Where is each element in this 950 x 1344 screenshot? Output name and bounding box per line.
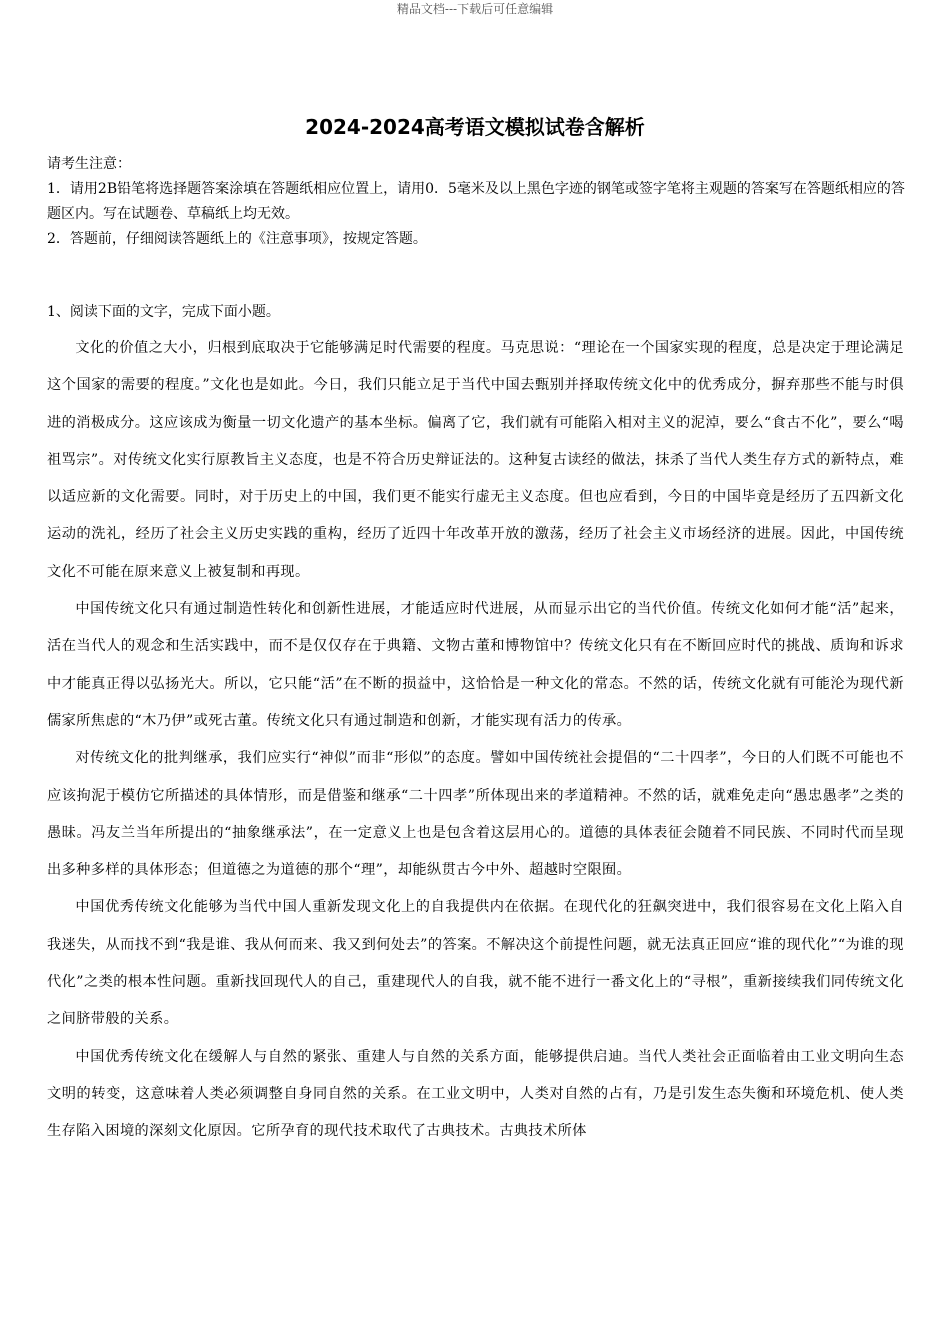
passage-paragraph-4: 中国优秀传统文化能够为当代中国人重新发现文化上的自我提供内在依据。在现代化的狂飙突进中，我们很容易在文化上陷入自我迷失，从而找不到“我是谁、我从何而来、我又到何处去”的答案。不解决这个前提性问题，就无法真正回应“谁的现代化”“为谁的现代化”之类的根本性问题。重新找回现代人的自己，重建现代人的自我，就不能不进行一番文化上的“寻根”，重新接续我们同传统文化之间脐带般的关系。 xyxy=(47,899,904,1028)
document-title: 2024-2024高考语文模拟试卷含解析 xyxy=(305,115,645,139)
reading-passage xyxy=(47,330,904,1151)
question-intro: 1、阅读下面的文字，完成下面小题。 xyxy=(47,304,280,320)
passage-paragraph-3: 对传统文化的批判继承，我们应实行“神似”而非“形似”的态度。譬如中国传统社会提倡的“二十四孝”，今日的人们既不可能也不应该拘泥于模仿它所描述的具体情形，而是借鉴和继承“二十四孝”所体现出来的孝道精神。不然的话，就难免走向“愚忠愚孝”之类的愚昧。冯友兰当年所提出的“抽象继承法”，在一定意义上也是包含着这层用心的。道德的具体表征会随着不同民族、不同时代而呈现出多种多样的具体形态；但道德之为道德的那个“理”，却能纵贯古今中外、超越时空限囿。 xyxy=(47,750,904,879)
notice-item-1: 1．请用2B铅笔将选择题答案涂填在答题纸相应位置上，请用0．5毫米及以上黑色字迹的钢笔或签字笔将主观题的答案写在答题纸相应的答题区内。写在试题卷、草稿纸上均无效。 xyxy=(47,181,905,222)
header-note: 精品文档---下载后可任意编辑 xyxy=(396,2,554,16)
passage-paragraph-1: 文化的价值之大小，归根到底取决于它能够满足时代需要的程度。马克思说：“理论在一个国家实现的程度，总是决定于理论满足这个国家的需要的程度。”文化也是如此。今日，我们只能立足于当代中国去甄别并择取传统文化中的优秀成分，摒弃那些不能与时俱进的消极成分。这应该成为衡量一切文化遗产的基本坐标。偏离了它，我们就有可能陷入相对主义的泥淖，要么“食古不化”，要么“喝祖骂宗”。对传统文化实行原教旨主义态度，也是不符合历史辩证法的。这种复古读经的做法，抹杀了当代人类生存方式的新特点，难以适应新的文化需要。同时，对于历史上的中国，我们更不能实行虚无主义态度。但也应看到，今日的中国毕竟是经历了五四新文化运动的洗礼，经历了社会主义历史实践的重构，经历了近四十年改革开放的激荡，经历了社会主义市场经济的进展。因此，中国传统文化不可能在原来意义上被复制和再现。 xyxy=(47,340,904,580)
notice-heading: 请考生注意： xyxy=(47,156,131,172)
exam-notice xyxy=(47,152,907,252)
passage-paragraph-5: 中国优秀传统文化在缓解人与自然的紧张、重建人与自然的关系方面，能够提供启迪。当代人类社会正面临着由工业文明向生态文明的转变，这意味着人类必须调整自身同自然的关系。在工业文明中，人类对自然的占有，乃是引发生态失衡和环境危机、使人类生存陷入困境的深刻文化原因。它所孕育的现代技术取代了古典技术。古典技术所体 xyxy=(47,1048,904,1140)
passage-paragraph-2: 中国传统文化只有通过制造性转化和创新性进展，才能适应时代进展，从而显示出它的当代价值。传统文化如何才能“活”起来，活在当代人的观念和生活实践中，而不是仅仅存在于典籍、文物古董和博物馆中？传统文化只有在不断回应时代的挑战、质询和诉求中才能真正得以弘扬光大。所以，它只能“活”在不断的损益中，这恰恰是一种文化的常态。不然的话，传统文化就有可能沦为现代新儒家所焦虑的“木乃伊”或死古董。传统文化只有通过制造和创新，才能实现有活力的传承。 xyxy=(47,601,904,729)
notice-item-2: 2．答题前，仔细阅读答题纸上的《注意事项》，按规定答题。 xyxy=(47,231,427,247)
